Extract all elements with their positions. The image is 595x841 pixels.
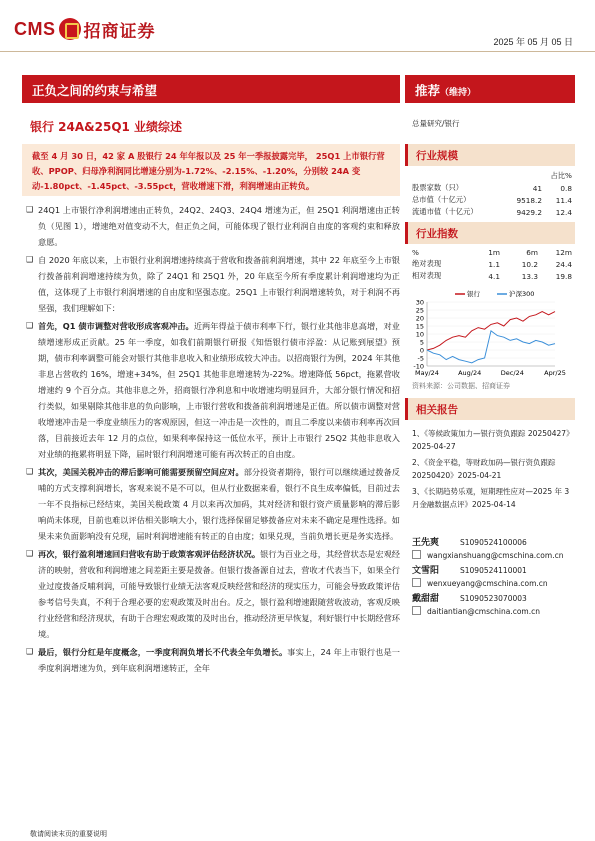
paragraph-text: 近两年得益于债市利率下行，银行业其他非息高增，对业绩增速形成正贡献。25 年一季度，如我们前期银行研报《知悟银行债市浮盈：从记账到展望》预期，债市利率调整可能会对银行其他非息收入和业绩形成较大冲击。以招商银行为例，2024 年其他非息占营收约 16%，增速+34%，但 25Q1 其他非息增速转为-22%。增速降低 56pct，拖累营收增速约 9 个百分点。其他非息之外，招商银行净利息和中收增速均明显回升，大部分银行情况和招行类似，如果剔除其他非息的负向影响，上市银行营收和拨备前利润增速是正值。所以债市调整对营收增速冲击是一季度业绩压力的客观原因，但这一冲击是一次性的，而且二季度以来债市利率再次回落，目前接近去年 12 月的点位，如果利率保持这一低位水平，预计上市银行 25Q2 其他非息收入对业绩的拖累将明显下降，届时银行利润增速可能有再次转正的自由度。 xyxy=(38,321,400,459)
scale-pct: 0.8 xyxy=(560,183,572,193)
highlight-summary: 截至 4 月 30 日，42 家 A 股银行 24 年年报以及 25 年一季报披露完毕， 25Q1 上市银行营收、PPOP、归母净利润同比增速分别为-1.72%、-2.15%、-1.20%，分别较 24A 变动-1.80pct、-1.45pct、-3.55pct，营收增速下滑，利润增速由正转负。 xyxy=(22,144,400,196)
scale-pct: 12.4 xyxy=(555,207,572,217)
analyst-email[interactable]: wenxueyang@cmschina.com.cn xyxy=(427,579,548,588)
paragraph-lead: 其次，美国关税冲击的滞后影响可能需要预留空间应对。 xyxy=(38,467,244,477)
y-tick-label: -5 xyxy=(417,354,424,363)
paragraph-text: 自 2020 年底以来，上市银行业利润增速持续高于营收和拨备前利润增速，其中 22 年底至今上市银行拨备前利润增速持续为负，除了 24Q1 和 25Q1 外，20 年底至今所有季度累计利润增速均为正值，这体现了上市银行利润增速的自由度和坚强态度。25Q1 上市银行利润增速转负，对于利润不再坚强，我们理解如下： xyxy=(38,255,400,313)
rating-bar xyxy=(405,75,575,103)
bullet-icon: ❑ xyxy=(26,467,34,476)
report-item[interactable]: 3、《长期趋势乐观，短期理性应对—2025 年 3 月金融数据点评》2025-04-14 xyxy=(412,487,570,509)
y-tick-label: 20 xyxy=(415,314,424,323)
y-tick-label: 0 xyxy=(419,346,424,355)
analyst-entry xyxy=(412,592,577,618)
table-row xyxy=(412,182,572,194)
scale-value: 41 xyxy=(532,183,542,193)
index-name: 绝对表现 xyxy=(412,259,442,268)
index-value: 10.2 xyxy=(521,259,538,269)
rating-sub: （维持） xyxy=(440,88,477,98)
chart-source: 资料来源：公司数据、招商证券 xyxy=(412,382,510,390)
report-date: 2025 年 05 月 05 日 xyxy=(493,37,573,47)
analyst-email[interactable]: wangxianshuang@cmschina.com.cn xyxy=(427,551,564,560)
body-paragraph xyxy=(22,464,400,544)
analyst-id: S1090524110001 xyxy=(460,566,527,575)
y-tick-label: 25 xyxy=(415,306,424,315)
analyst-list xyxy=(412,536,577,620)
paragraph-lead: 再次，银行盈利增速回归营收有助于政策客观评估经济状况。 xyxy=(38,549,261,559)
index-value: 1.1 xyxy=(488,259,500,269)
body-paragraph xyxy=(22,546,400,642)
index-col-1: 1m xyxy=(488,248,500,257)
scale-value: 9429.2 xyxy=(516,207,542,217)
index-value: 13.3 xyxy=(521,271,538,281)
scale-name: 总市值（十亿元） xyxy=(412,195,471,204)
rating-label: 推荐 xyxy=(415,83,441,98)
analyst-email[interactable]: daitiantian@cmschina.com.cn xyxy=(427,607,540,616)
logo-emblem-icon xyxy=(59,18,81,40)
related-reports-list xyxy=(412,428,572,515)
table-row xyxy=(412,258,572,270)
analyst-name: 戴甜甜 xyxy=(412,594,440,604)
bullet-icon: ❑ xyxy=(26,549,34,558)
index-col-0: % xyxy=(412,248,419,257)
header-divider xyxy=(0,51,595,52)
body-paragraph xyxy=(22,252,400,316)
industry-index-table xyxy=(412,247,572,282)
report-title-bar: 正负之间的约束与希望 xyxy=(22,75,400,103)
analyst-name: 文雪阳 xyxy=(412,566,440,576)
paragraph-lead: 最后，银行分红是年度概念，一季度利润负增长不代表全年负增长。 xyxy=(38,647,288,657)
paragraph-text: 24Q1 上市银行净利润增速由正转负，24Q2、24Q3、24Q4 增速为正，但 25Q1 利润增速由正转负（见图 1），增速绝对值变动不大，但正负之间，可能体现了银行业利润自由度的客观约束和释放意愿。 xyxy=(38,205,400,247)
footer-note: 敬请阅读末页的重要说明 xyxy=(30,830,107,838)
report-body xyxy=(22,202,400,678)
y-tick-label: 5 xyxy=(419,338,424,347)
scale-name: 流通市值（十亿元） xyxy=(412,207,478,216)
x-tick-label: Apr/25 xyxy=(544,369,566,377)
scale-pct: 11.4 xyxy=(555,195,572,205)
paragraph-lead: 首先，Q1 债市调整对营收形成客观冲击。 xyxy=(38,321,194,331)
index-value: 24.4 xyxy=(555,259,572,269)
company-logo xyxy=(14,14,224,44)
legend-label: 银行 xyxy=(467,290,480,298)
legend-label: 沪深300 xyxy=(509,290,535,298)
bullet-icon: ❑ xyxy=(26,647,34,656)
body-paragraph xyxy=(22,318,400,462)
report-subtitle: 银行 24A&25Q1 业绩综述 xyxy=(30,120,183,134)
analyst-name: 王先爽 xyxy=(412,538,440,548)
body-paragraph xyxy=(22,644,400,676)
scale-value: 9518.2 xyxy=(516,195,542,205)
x-tick-label: May/24 xyxy=(415,369,439,377)
x-tick-label: Dec/24 xyxy=(500,369,524,377)
email-icon xyxy=(412,578,421,587)
index-value: 19.8 xyxy=(555,271,572,281)
analyst-id: S1090523070003 xyxy=(460,594,527,603)
report-item[interactable]: 2、《资金平稳，等财政加码—银行资负跟踪 20250420》2025-04-21 xyxy=(412,458,556,480)
related-reports-header: 相关报告 xyxy=(405,398,575,420)
x-tick-label: Aug/24 xyxy=(458,369,482,377)
scale-name: 股票家数（只） xyxy=(412,183,464,192)
report-category: 总量研究/银行 xyxy=(412,119,460,128)
industry-index-header: 行业指数 xyxy=(405,222,575,244)
bullet-icon: ❑ xyxy=(26,205,34,214)
table-row xyxy=(412,270,572,282)
analyst-entry xyxy=(412,564,577,590)
bullet-icon: ❑ xyxy=(26,255,34,264)
report-item[interactable]: 1、《等候政策加力—银行资负跟踪 20250427》2025-04-27 xyxy=(412,429,570,451)
index-col-3: 12m xyxy=(555,248,572,257)
table-row xyxy=(412,194,572,206)
body-paragraph xyxy=(22,202,400,250)
bullet-icon: ❑ xyxy=(26,321,34,330)
y-tick-label: 10 xyxy=(415,330,424,339)
index-col-2: 6m xyxy=(526,248,538,257)
analyst-entry xyxy=(412,536,577,562)
email-icon xyxy=(412,606,421,615)
paragraph-text: 银行为百业之母，其经营状态是宏观经济的映射，营收和利润增速之间差距主要是拨备。但银行拨备源自过去，营收才代表当下，如果全行业过度拨备反哺利润，可能导致银行业绩无法客观反映经营和经济的现实压力，可能会导致政策评估参考信号失真，不利于合理必要的宏观政策及时出台。反之，银行盈利增速跟随营收波动，客观反映行业经营和经济现状，有助于合理宏观政策的及时出台，推动经济更早恢复，利好银行中长期经营环境。 xyxy=(38,549,400,639)
index-name: 相对表现 xyxy=(412,271,442,280)
industry-index-chart xyxy=(405,288,575,378)
paragraph-text: 部分投资者期待，银行可以继续通过拨备反哺的方式支撑利润增长，客观来说不是不可以，但从行业数据来看，银行不良生成率偏低，目前过去一年不良指标已经结束，美国关税政策 4 月以来再次加码，其对经济和银行资产质量影响的滞后影响尚未体现，目前也难以评估相关影响大小，银行选择保留足够拨备应对未来不确定是理性选择。如果未来负面影响没有兑现，届时利润增速能有转正的自由度；如果兑现，当前负增长更是务实选择。 xyxy=(38,467,400,541)
index-value: 4.1 xyxy=(488,271,500,281)
industry-scale-table xyxy=(412,170,572,218)
email-icon xyxy=(412,550,421,559)
industry-scale-header: 行业规模 xyxy=(405,144,575,166)
table-row xyxy=(412,206,572,218)
y-tick-label: 15 xyxy=(415,322,424,331)
logo-chinese: 招商证券 xyxy=(83,21,156,42)
y-tick-label: 30 xyxy=(415,298,424,307)
scale-col-header: 占比% xyxy=(550,171,572,180)
logo-latin: CMS xyxy=(14,18,56,39)
paragraph-text: 事实上，24 年上市银行也是一季度利润增速为负，到年底利润增速转正，全年 xyxy=(38,647,400,673)
analyst-id: S1090524100006 xyxy=(460,538,527,547)
y-tick-label: -10 xyxy=(413,362,424,371)
